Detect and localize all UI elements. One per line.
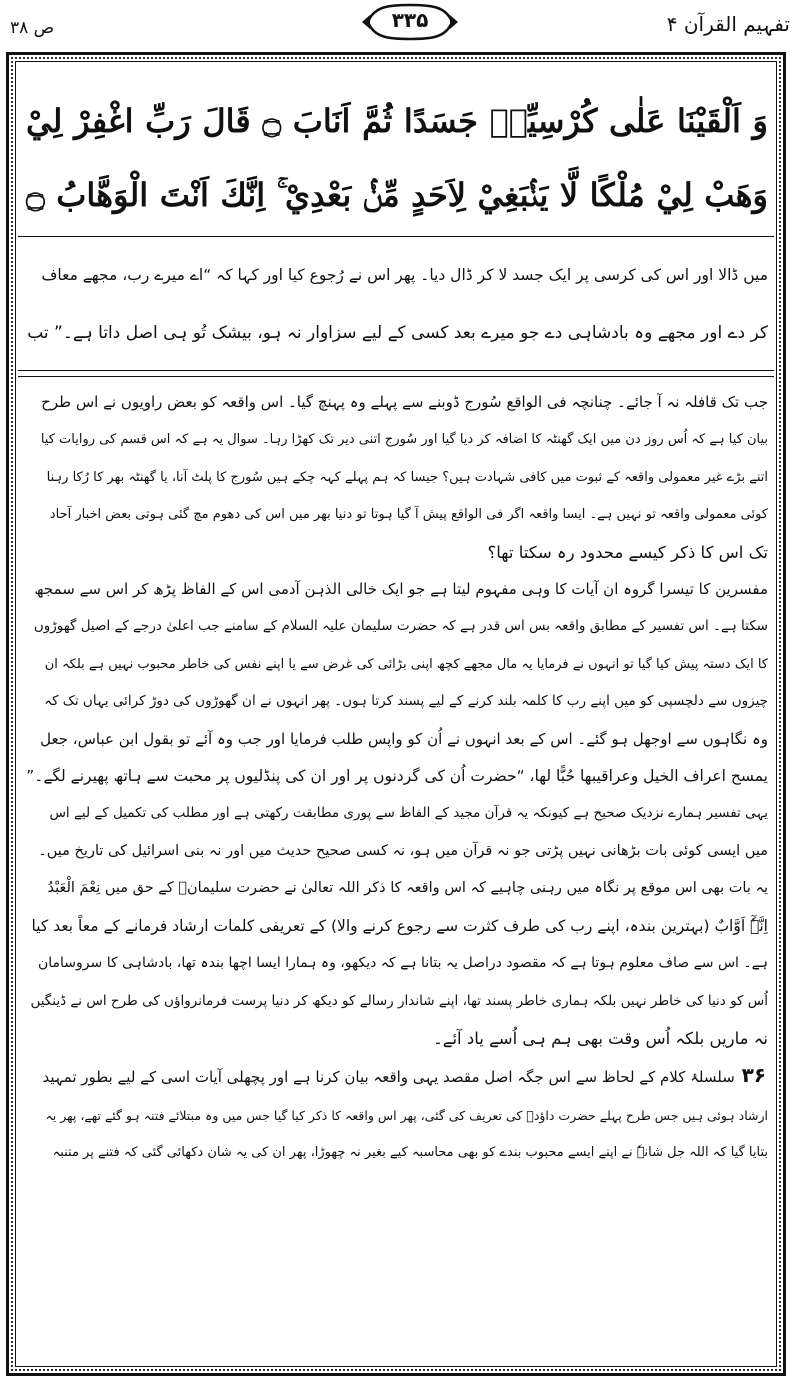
translation-line: کر دے اور مجھے وہ بادشاہی دے جو میرے بعد کسی کے لیے سزاوار نہ ہو، بیشک تُو ہی اصل داتا ہے۔” تب bbox=[27, 323, 768, 343]
commentary-block bbox=[26, 384, 768, 1364]
commentary-line: اُس کو دنیا کی خاطر نہیں بلکہ ہماری خاطر پسند تھا، اپنے شاندار رسالے کو دیکھ کر دنیا پرست فرمانرواؤں کی طرح اس نے ڈینگیں bbox=[30, 992, 768, 1009]
commentary-line: یہی تفسیر ہمارے نزدیک صحیح ہے کیونکہ یہ قرآن مجید کے الفاظ سے پوری مطابقت رکھتی ہے اور مطلب کی تکمیل کے لیے اس bbox=[49, 805, 768, 822]
note-number: ۳۶ bbox=[741, 1063, 766, 1088]
running-header bbox=[10, 2, 790, 50]
commentary-line: اتنے بڑے غیر معمولی واقعہ کے ثبوت میں کافی شہادت ہیں؟ جیسا کہ ہم پہلے کہہ چکے ہیں سُورج کا پلٹ آنا، یا گھنٹہ بھر کا رُکا رہنا bbox=[46, 469, 768, 485]
commentary-line: چیزوں سے دلچسپی کو میں اپنے رب کا کلمہ بلند کرنے کے لیے پسند کرتا ہوں۔ پھر انہوں نے ان گھوڑوں کی دوڑ کرائی یہاں تک کہ bbox=[44, 693, 768, 710]
book-title: تفہیم القرآن ۴ bbox=[666, 12, 790, 36]
page-number-badge bbox=[360, 2, 460, 42]
commentary-line: ہے۔ اس سے صاف معلوم ہوتا ہے کہ مقصود دراصل یہ بتانا ہے کہ دیکھو، وہ ہمارا ایسا اچھا بندہ تھا، بادشاہی کا سروسامان bbox=[38, 955, 768, 972]
commentary-line-note bbox=[26, 1057, 768, 1096]
surah-reference: ص ۳۸ bbox=[10, 18, 55, 38]
translation-line: میں ڈالا اور اس کی کرسی پر ایک جسد لا کر ڈال دیا۔ پھر اس نے رُجوع کیا اور کہا کہ “اے میرے رب، مجھے معاف bbox=[41, 266, 768, 284]
page-number: ۳۳۵ bbox=[391, 8, 429, 32]
translation-block bbox=[26, 246, 768, 370]
commentary-line: تک اس کا ذکر کیسے محدود رہ سکتا تھا؟ bbox=[487, 542, 768, 562]
commentary-line: ارشاد ہوئی ہیں جس طرح پہلے حضرت داؤدؑ کی تعریف کی گئی، پھر اس واقعہ کا ذکر کیا گیا جس میں وہ مبتلائے فتنہ ہو گئے تھے، پھر یہ bbox=[45, 1107, 768, 1123]
verse-line: وَ اَلْقَيْنَا عَلٰى كُرْسِيِّهٖ جَسَدًا ثُمَّ اَنَابَ ۝ قَالَ رَبِّ اغْفِرْ لِيْ bbox=[26, 102, 769, 140]
commentary-line: نہ ماریں بلکہ اُس وقت بھی ہم ہی اُسے یاد آئے۔ bbox=[433, 1028, 768, 1048]
note-text: سلسلۂ کلام کے لحاظ سے اس جگہ اصل مقصد یہی واقعہ بیان کرنا ہے اور پچھلی آیات اسی کے لیے بطور تمہید bbox=[42, 1068, 735, 1087]
commentary-line: بیان کیا ہے کہ اُس روز دن میں ایک گھنٹہ کا اضافہ کر دیا گیا اور سُورج اتنی دیر تک کھڑا رہا۔ سوال یہ ہے کہ اس قسم کی روایات کیا bbox=[40, 432, 768, 448]
commentary-line: اِنَّہٗٓ اَوَّابٌ (بہترین بندہ، اپنے رب کی طرف کثرت سے رجوع کرنے والا) کے تعریفی کلمات ارشاد فرمانے کے معاً بعد کیا bbox=[31, 916, 768, 935]
commentary-line: یمسح اعراف الخیل وعراقیبھا حُبًّا لھا، “حضرت اُن کی گردنوں پر اور ان کی پنڈلیوں پر محبت سے ہاتھ پھیرنے لگے۔” bbox=[26, 767, 768, 786]
commentary-line: میں ایسی کوئی بات بڑھانی نہیں پڑتی جو نہ قرآن میں ہو، نہ کسی صحیح حدیث میں اور نہ بنی اسرائیل کی تاریخ میں۔ bbox=[38, 842, 768, 859]
commentary-line: کوئی معمولی واقعہ تو نہیں ہے۔ ایسا واقعہ اگر فی الواقع پیش آ گیا ہوتا تو دنیا بھر میں اس کی دھوم مچ گئی ہوتی بعض اخبار آحاد bbox=[49, 507, 768, 523]
translation-divider bbox=[18, 370, 774, 371]
verse-line: وَهَبْ لِيْ مُلْكًا لَّا يَنْۢبَغِيْ لِاَحَدٍ مِّنْۢ بَعْدِيْ ۚ اِنَّكَ اَنْتَ الْوَهَّابُ ۝ bbox=[26, 176, 768, 214]
verse-divider bbox=[18, 236, 774, 237]
commentary-line: یہ بات بھی اس موقع پر نگاہ میں رہنی چاہیے کہ اس واقعہ کا ذکر اللہ تعالیٰ نے حضرت سلیمانؑ کے حق میں نِعْمَ الْعَبْدُ bbox=[47, 880, 768, 897]
commentary-line: وہ نگاہوں سے اوجھل ہو گئے۔ اس کے بعد انہوں نے اُن کو واپس طلب فرمایا اور جب وہ آئے تو بقول ابن عباس، جعل bbox=[40, 729, 768, 748]
translation-divider-second bbox=[18, 376, 774, 377]
commentary-line: کا ایک دستہ پیش کیا گیا تو انہوں نے فرمایا یہ مال مجھے کچھ اپنی بڑائی کی غرض سے یا اپنے نفس کی خاطر محبوب نہیں ہے بلکہ ان bbox=[44, 656, 768, 672]
commentary-line: بتایا گیا کہ اللہ جل شانہٗ نے اپنے ایسے محبوب بندے کو بھی محاسبہ کیے بغیر نہ چھوڑا، پھر ان کی یہ شان دکھائی گئی کہ فتنے پر متنبہ bbox=[52, 1145, 768, 1161]
quran-verse-block bbox=[26, 84, 768, 232]
commentary-line: سکتا ہے۔ اس تفسیر کے مطابق واقعہ بس اس قدر ہے کہ حضرت سلیمان علیہ السلام کے سامنے جب اعلیٰ درجے کے اصیل گھوڑوں bbox=[33, 618, 768, 635]
commentary-line: مفسرین کا تیسرا گروہ ان آیات کا وہی مفہوم لیتا ہے جو ایک خالی الذہن آدمی اس کے الفاظ پڑھ کر اس سے سمجھ bbox=[34, 580, 768, 599]
commentary-line: جب تک قافلہ نہ آ جائے۔ چنانچہ فی الواقع سُورج ڈوبنے سے پہلے وہ پہنچ گیا۔ اس واقعہ کو بعض راویوں نے اس طرح bbox=[41, 393, 768, 411]
